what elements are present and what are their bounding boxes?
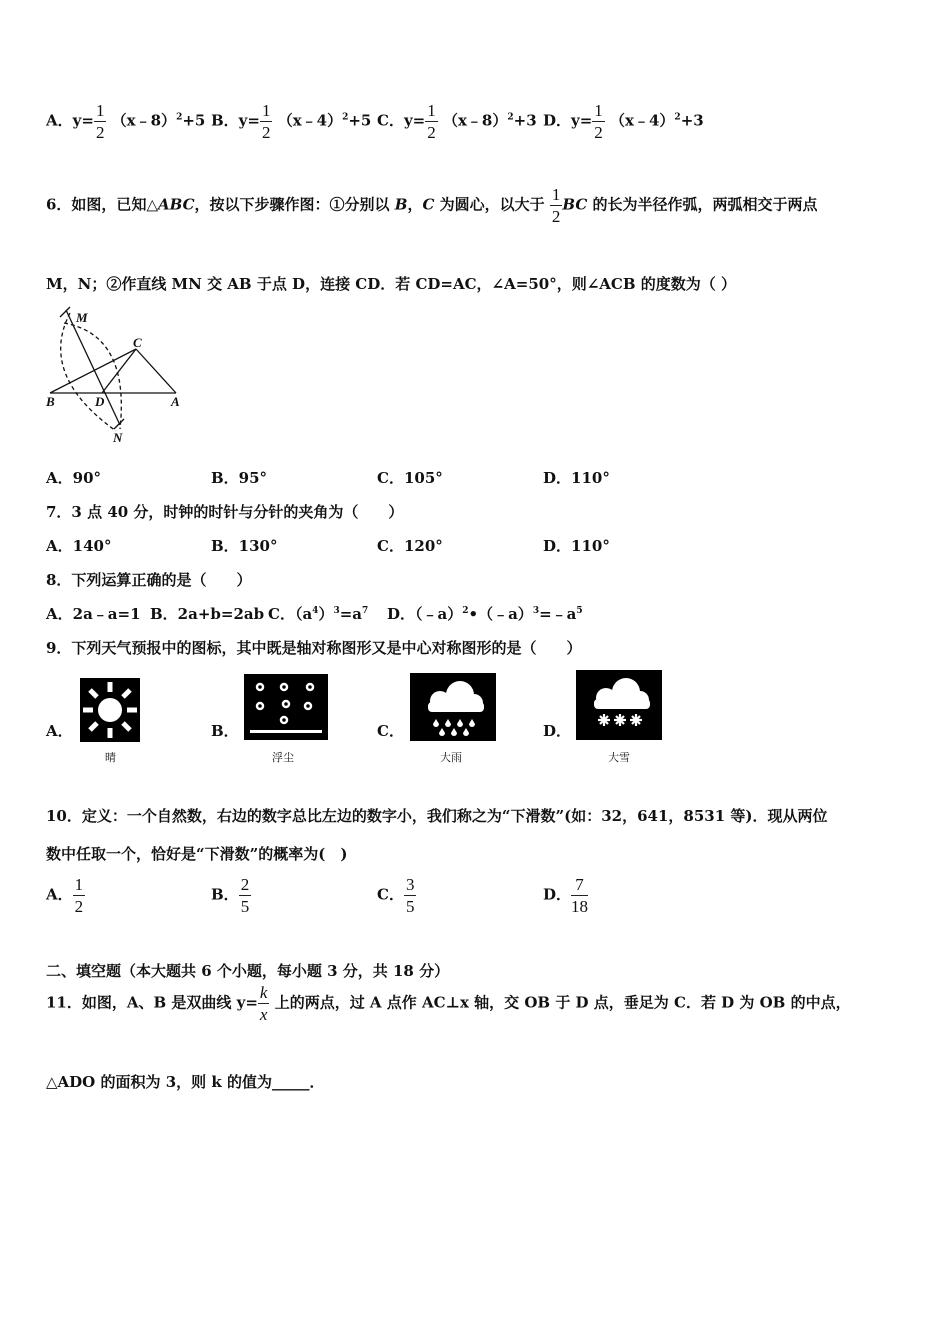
- arc-from-b: [61, 313, 116, 431]
- q10-option-b[interactable]: B． $\frac{2}{5}$: [211, 875, 250, 916]
- q6-option-a[interactable]: A．90°: [46, 469, 102, 487]
- caption-dust: 浮尘: [272, 751, 294, 764]
- q7-option-a[interactable]: A．140°: [46, 537, 112, 555]
- q6-option-c[interactable]: C．105°: [377, 469, 443, 487]
- q7-question: 7．3 点 40 分，时钟的时针与分针的夹角为（ ）: [46, 503, 404, 521]
- q6-question-line1: 6．如图，已知△ABC，按以下步骤作图：①分别以 B，C 为圆心，以大于 $\frac{1}{2}$ BC 的长为半径作弧，两弧相交于两点: [46, 185, 818, 226]
- q9-option-d[interactable]: D．: [543, 722, 572, 740]
- fraction: $\frac{2}{5}$: [240, 875, 250, 916]
- q5-option-a[interactable]: A．y= $\frac{1}{2}$ （x﹣8）$^2$+5: [46, 101, 206, 142]
- fraction: $\frac{1}{2}$: [74, 875, 84, 916]
- caption-heavy-snow: 大雪: [608, 751, 630, 764]
- q5-option-b[interactable]: B．y= $\frac{1}{2}$ （x﹣4）$^2$+5: [211, 101, 372, 142]
- q11-question-line1: 11．如图，A、B 是双曲线 y= $\frac{k}{x}$ 上的两点，过 A 点作 AC⊥x 轴，交 OB 于 D 点，垂足为 C．若 D 为 OB 的中点，: [46, 983, 851, 1024]
- q7-option-b[interactable]: B．130°: [211, 537, 278, 555]
- q8-question: 8．下列运算正确的是（ ）: [46, 571, 252, 589]
- sun-icon: [80, 678, 140, 742]
- fraction: $\frac{1}{2}$: [594, 101, 603, 142]
- fraction: $\frac{3}{5}$: [405, 875, 415, 916]
- q10-option-c[interactable]: C． $\frac{3}{5}$: [377, 875, 415, 916]
- q7-option-d[interactable]: D．110°: [543, 537, 610, 555]
- line-mn: [66, 310, 120, 425]
- q6-option-d[interactable]: D．110°: [543, 469, 610, 487]
- snow-icon: [576, 670, 662, 740]
- dust-icon: [244, 674, 328, 740]
- q8-option-a[interactable]: A．2a﹣a=1: [46, 605, 141, 623]
- arc-from-c: [64, 323, 121, 429]
- q8-option-c[interactable]: C．$(a^4)^3=a^7$: [268, 605, 369, 623]
- label-a: A: [171, 394, 180, 409]
- rain-icon: [410, 673, 496, 741]
- q8-option-b[interactable]: B．2a+b=2ab: [150, 605, 265, 623]
- label-c: C: [133, 335, 142, 350]
- q9-option-b[interactable]: B．: [211, 722, 239, 740]
- q10-question-line2: 数中任取一个，恰好是“下滑数”的概率为( ): [46, 845, 348, 863]
- q6-geometry-figure: [40, 305, 190, 450]
- q5-option-d[interactable]: D．y= $\frac{1}{2}$ （x﹣4）$^2$+3: [543, 101, 704, 142]
- label-n: N: [113, 430, 123, 445]
- segment-ca: [136, 349, 176, 393]
- label-d: D: [95, 394, 105, 409]
- q9-question: 9．下列天气预报中的图标，其中既是轴对称图形又是中心对称图形的是（ ）: [46, 639, 582, 657]
- label-m: M: [76, 310, 88, 325]
- q10-option-d[interactable]: D． $\frac{7}{18}$: [543, 875, 589, 916]
- fraction: $\frac{1}{2}$: [427, 101, 436, 142]
- fraction: $\frac{7}{18}$: [571, 875, 589, 916]
- q8-option-d[interactable]: D．$(﹣a)^2•(﹣a)^3=﹣a^5$: [387, 605, 583, 623]
- caption-sunny: 晴: [105, 751, 116, 764]
- fraction: $\frac{1}{2}$: [261, 101, 271, 142]
- q9-option-c[interactable]: C．: [377, 722, 404, 740]
- fraction: $\frac{1}{2}$: [551, 185, 561, 226]
- q11-question-line2: △ADO 的面积为 3，则 k 的值为_____．: [46, 1073, 325, 1091]
- caption-heavy-rain: 大雨: [440, 751, 462, 764]
- q10-option-a[interactable]: A． $\frac{1}{2}$: [46, 875, 84, 916]
- fraction: $\frac{1}{2}$: [95, 101, 105, 142]
- q10-question-line1: 10．定义：一个自然数，右边的数字总比左边的数字小，我们称之为“下滑数”(如：32，641，8531 等)．现从两位: [46, 807, 828, 825]
- q6-question-line2: M，N；②作直线 MN 交 AB 于点 D，连接 CD．若 CD=AC，∠A=50°，则∠ACB 的度数为（ ）: [46, 275, 736, 293]
- q9-option-a[interactable]: A．: [46, 722, 73, 740]
- fraction: $\frac{k}{x}$: [259, 983, 268, 1024]
- q5-option-c[interactable]: C．y= $\frac{1}{2}$ （x﹣8）$^2$+3: [377, 101, 537, 142]
- label-b: B: [46, 394, 55, 409]
- q7-option-c[interactable]: C．120°: [377, 537, 443, 555]
- segment-cd: [102, 349, 136, 393]
- q6-option-b[interactable]: B．95°: [211, 469, 268, 487]
- segment-bc: [50, 349, 136, 393]
- section-2-title: 二、填空题（本大题共 6 个小题，每小题 3 分，共 18 分）: [46, 962, 450, 980]
